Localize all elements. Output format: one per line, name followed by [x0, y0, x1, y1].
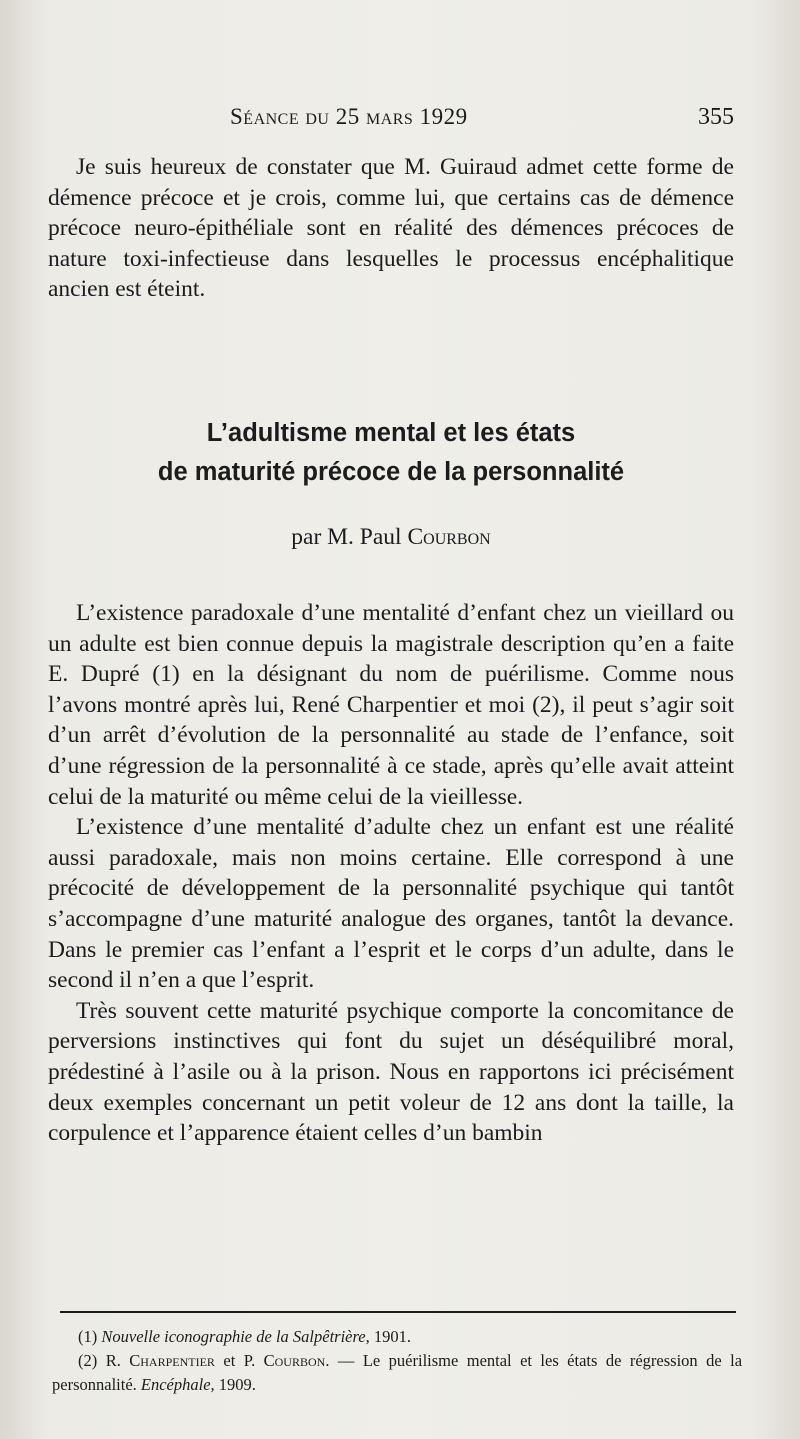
footnote-1-year: 1901.: [373, 1327, 411, 1346]
intro-paragraph: Je suis heureux de constater que M. Guiraud admet cette forme de démence précoce et je crois, comme lui, que certains cas de démence précoce neuro-épithéliale sont en réalité des démences précoces de nature toxi-infectieuse dans lesquelles le processus encéphalitique ancien est éteint.: [48, 154, 734, 303]
page-number: 355: [698, 104, 734, 130]
footnote-2: [52, 1349, 742, 1397]
byline-prefix: par M. Paul: [291, 524, 402, 550]
body-paragraph-3: Très souvent cette maturité psychique comporte la concomitance de perversions instinctives qui font du sujet un déséquilibré moral, prédestiné à l’asile ou à la prison. Nous en rapportons ici précisément deux exemples concernant un petit voleur de 12 ans dont la taille, la corpulence et l’apparence étaient celles d’un bambin: [48, 997, 734, 1147]
footnote-2-number: (2): [78, 1351, 98, 1370]
intro-text: [48, 152, 734, 305]
body-paragraph-2: L’existence d’une mentalité d’adulte chez un enfant est une réalité aussi paradoxale, mais non moins certaine. Elle correspond à une précocité de développement de la personnalité psychique qui tantôt s’accompagne d’une maturité analogue des organes, tantôt la devance. Dans le premier cas l’enfant a l’esprit et le corps d’un adulte, dans le second il n’en a que l’esprit.: [48, 814, 734, 994]
article-title-line-1: L’adultisme mental et les états: [206, 419, 576, 447]
footnote-2-year: 1909.: [218, 1375, 256, 1394]
page-header: [48, 104, 734, 134]
footnote-1-number: (1): [78, 1327, 98, 1346]
footnote-2-text: — Le puérilisme mental et les états de régression de la personnalité.: [52, 1351, 743, 1394]
footnote-2-author-b: P. Courbon.: [243, 1351, 330, 1370]
footnotes: [52, 1325, 742, 1397]
article-title-line-2: de maturité précoce de la personnalité: [157, 458, 625, 486]
footnote-divider: [60, 1311, 736, 1313]
footnote-2-journal: Encéphale,: [140, 1375, 215, 1394]
footnote-1: [52, 1325, 742, 1349]
article-body: [48, 598, 734, 1149]
footnote-2-author-a: R. Charpentier: [105, 1351, 215, 1370]
byline-author-name: Courbon: [407, 524, 491, 550]
article-byline: [48, 524, 734, 551]
footnote-2-and: et: [223, 1351, 236, 1370]
body-paragraph-1: L’existence paradoxale d’une mentalité d’enfant chez un vieillard ou un adulte est bien connue depuis la magistrale description qu’en a faite E. Dupré (1) en la désignant du nom de puérilisme. Comme nous l’avons montré après lui, René Charpentier et moi (2), il peut s’agir soit d’un arrêt d’évolution de la personnalité au stade de l’enfance, soit d’une régression de la personnalité à ce stade, après qu’elle avait atteint celui de la maturité ou même celui de la vieillesse.: [48, 600, 734, 810]
running-title: Séance du 25 mars 1929: [230, 104, 468, 129]
footnote-1-title: Nouvelle iconographie de la Salpêtrière,: [101, 1327, 370, 1346]
